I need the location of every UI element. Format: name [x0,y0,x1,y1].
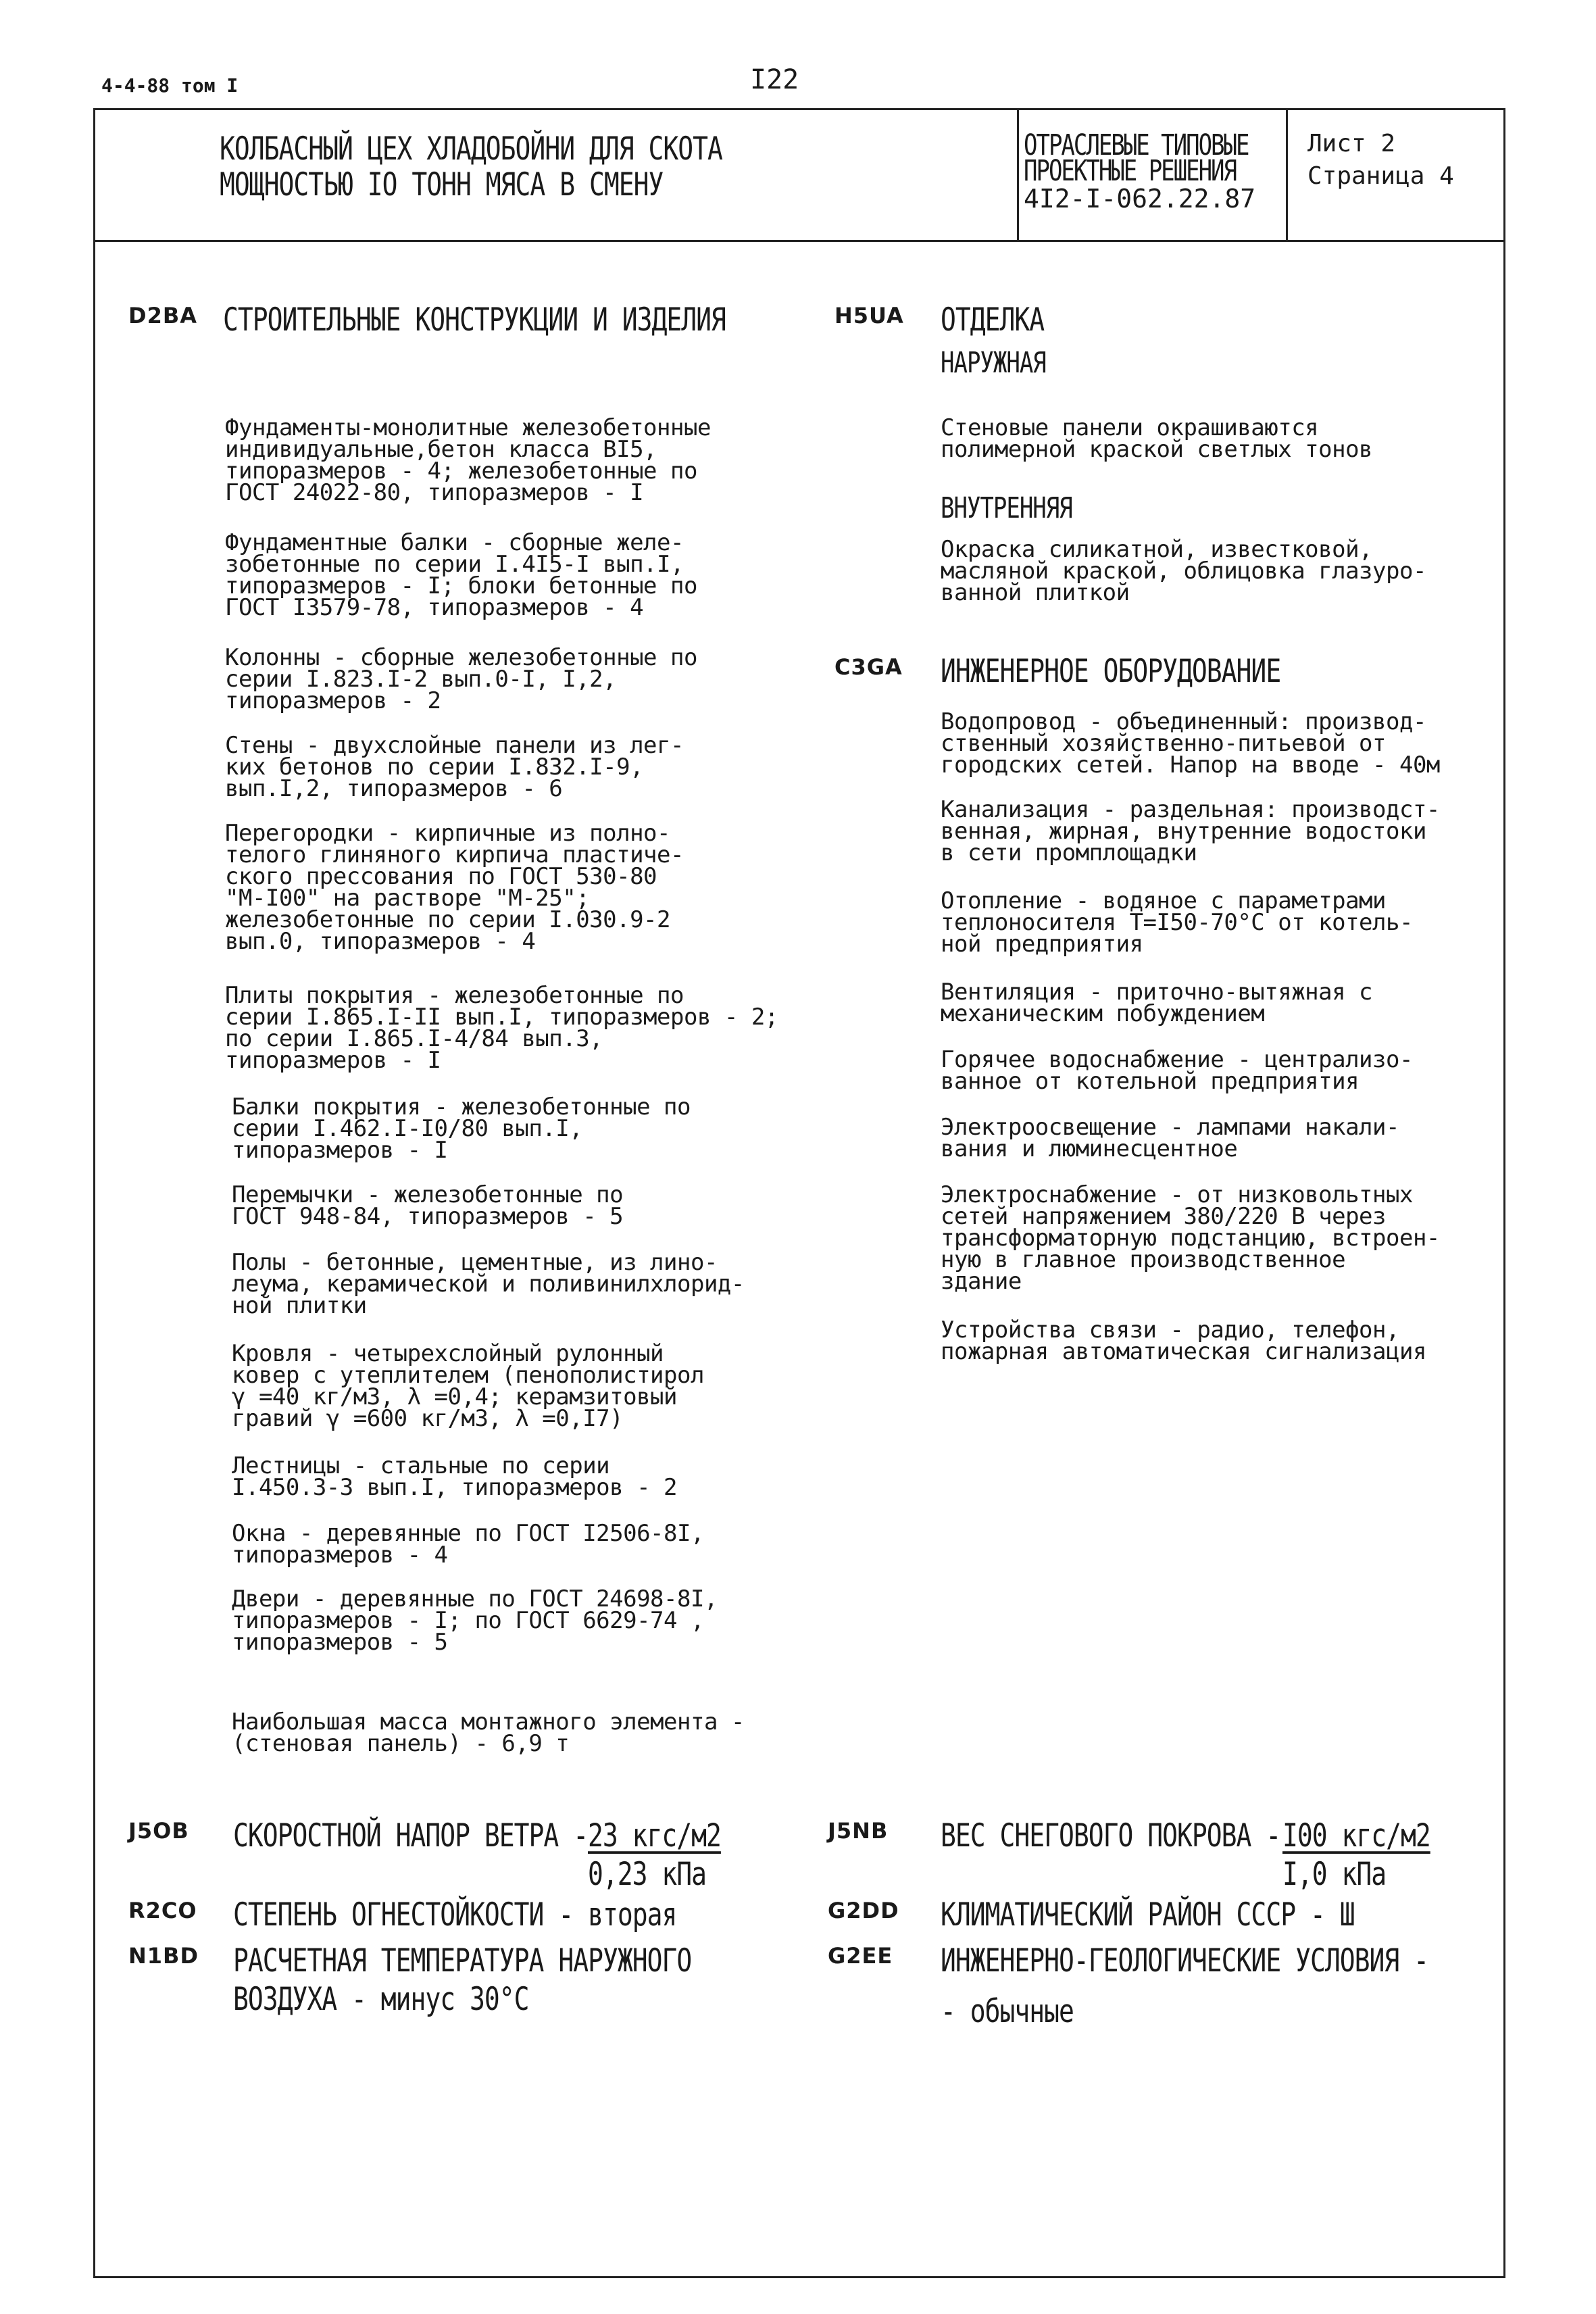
geology-line-2: - обычные [941,1992,1074,2029]
subheading-outer: НАРУЖНАЯ [941,346,1046,380]
wind-code: J5OB [128,1818,189,1844]
snow-value-kpa: I,0 кПа [1282,1855,1387,1892]
wind-value-kpa: 0,23 кПа [588,1855,707,1892]
org-line-1: ОТРАСЛЕВЫЕ ТИПОВЫЕ [1024,128,1249,162]
engineering-item: Водопровод - объединенный: производ- ственный хозяйственно-питьевой от городских сетей. Напор на вводе - 40м [941,708,1440,779]
header-col-divider-2 [1286,108,1288,242]
engineering-item: Канализация - раздельная: производст- венная, жирная, внутренние водостоки в сети промплощадки [941,796,1440,866]
max-element-mass: Наибольшая масса монтажного элемента - (стеновая панель) - 6,9 т [232,1708,745,1757]
construction-item: Перегородки - кирпичные из полно- телого глиняного кирпича пластиче- ского прессования по ГОСТ 530-80 "М-I00" на растворе "М-25"; железобетонные по серии I.030.9-2 вып.0, типоразмеров - 4 [225,820,684,955]
construction-item: Полы - бетонные, цементные, из лино- леума, керамической и поливинилхлорид- ной плитки [232,1249,745,1319]
temperature-line-2: ВОЗДУХА - минус 30°C [233,1980,529,2017]
construction-item: Лестницы - стальные по серии I.450.3-3 вып.I, типоразмеров - 2 [232,1452,678,1501]
construction-item: Балки покрытия - железобетонные по серии I.462.I-I0/80 вып.I, типоразмеров - I [232,1093,691,1164]
section-code-finishing: H5UA [834,303,904,328]
engineering-item: Горячее водоснабжение - централизо- ванное от котельной предприятия [941,1046,1413,1095]
volume-ref: 4-4-88 том I [101,74,239,97]
doc-code: 4I2-I-062.22.87 [1024,184,1256,214]
outer-finishing-text: Стеновые панели окрашиваются полимерной краской светлых тонов [941,414,1373,463]
temperature-line-1: РАСЧЕТНАЯ ТЕМПЕРАТУРА НАРУЖНОГО [233,1942,692,1979]
engineering-item: Устройства связи - радио, телефон, пожарная автоматическая сигнализация [941,1316,1426,1365]
title-line-1: КОЛБАСНЫЙ ЦЕХ ХЛАДОБОЙНИ ДЛЯ СКОТА [220,130,722,167]
construction-item: Двери - деревянные по ГОСТ 24698-8I, типоразмеров - I; по ГОСТ 6629-74 , типоразмеров - 5 [232,1585,718,1656]
header-col-divider-1 [1017,108,1019,242]
org-line-2: ПРОЕКТНЫЕ РЕШЕНИЯ [1024,154,1236,188]
section-code-engineering: C3GA [834,654,903,680]
subheading-inner: ВНУТРЕННЯЯ [941,491,1072,525]
construction-item: Кровля - четырехслойный рулонный ковер с утеплителем (пенополистирол γ =40 кг/м3, λ =0,4; керамзитовый гравий γ =600 кг/м3, λ =0,I7) [232,1340,704,1432]
construction-item: Перемычки - железобетонные по ГОСТ 948-84, типоразмеров - 5 [232,1181,624,1230]
page-number: I22 [750,64,799,95]
engineering-item: Отопление - водяное с параметрами теплоносителя T=I50-70°C от котель- ной предприятия [941,887,1413,958]
climate-region: КЛИМАТИЧЕСКИЙ РАЙОН СССР - Ш [941,1896,1355,1933]
section-heading-constructions: СТРОИТЕЛЬНЫЕ КОНСТРУКЦИИ И ИЗДЕЛИЯ [223,301,726,338]
page-label: Страница 4 [1307,162,1454,190]
geology-code: G2EE [828,1943,893,1969]
construction-item: Стены - двухслойные панели из лег- ких бетонов по серии I.832.I-9, вып.I,2, типоразмеров - 6 [225,732,684,802]
construction-item: Окна - деревянные по ГОСТ I2506-8I, типоразмеров - 4 [232,1520,704,1569]
section-heading-engineering: ИНЖЕНЕРНОЕ ОБОРУДОВАНИЕ [941,652,1281,689]
section-code-constructions: D2BA [128,303,197,328]
sheet-number: Лист 2 [1307,130,1396,157]
construction-item: Фундаментные балки - сборные желе- зобетонные по серии I.4I5-I вып.I, типоразмеров - I; блоки бетонные по ГОСТ I3579-78, типоразмеров - 4 [225,529,697,621]
snow-code: J5NB [828,1818,889,1844]
temperature-code: N1BD [128,1943,199,1969]
engineering-item: Электроосвещение - лампами накали- вания и люминесцентное [941,1114,1399,1162]
snow-label: ВЕС СНЕГОВОГО ПОКРОВА - [941,1817,1281,1854]
engineering-item: Вентиляция - приточно-вытяжная с механическим побуждением [941,979,1373,1027]
snow-value-kgs: I00 кгс/м2 [1282,1817,1430,1854]
geology-line-1: ИНЖЕНЕРНО-ГЕОЛОГИЧЕСКИЕ УСЛОВИЯ - [941,1942,1428,1979]
fire-resistance: СТЕПЕНЬ ОГНЕСТОЙКОСТИ - вторая [233,1896,677,1933]
climate-code: G2DD [828,1898,899,1923]
wind-value-kgs: 23 кгс/м2 [588,1817,721,1854]
engineering-item: Электроснабжение - от низковольтных сетей напряжением 380/220 В через трансформаторную подстанцию, встроен- ную в главное производственное здание [941,1181,1440,1295]
fire-code: R2CO [128,1898,197,1923]
construction-item: Фундаменты-монолитные железобетонные индивидуальные,бетон класса BI5, типоразмеров - 4; железобетонные по ГОСТ 24022-80, типоразмеров - I [225,414,711,506]
construction-item: Колонны - сборные железобетонные по серии I.823.I-2 вып.0-I, I,2, типоразмеров - 2 [225,644,697,714]
wind-label: СКОРОСТНОЙ НАПОР ВЕТРА - [233,1817,589,1854]
section-heading-finishing: ОТДЕЛКА [941,301,1045,338]
header-divider [93,240,1503,242]
inner-finishing-text: Окраска силикатной, известковой, масляной краской, облицовка глазуро- ванной плиткой [941,536,1426,606]
construction-item: Плиты покрытия - железобетонные по серии I.865.I-II вып.I, типоразмеров - 2; по серии I.865.I-4/84 вып.3, типоразмеров - I [225,982,778,1074]
title-line-2: МОЩНОСТЬЮ IO ТОНН МЯСА В СМЕНУ [220,166,664,203]
